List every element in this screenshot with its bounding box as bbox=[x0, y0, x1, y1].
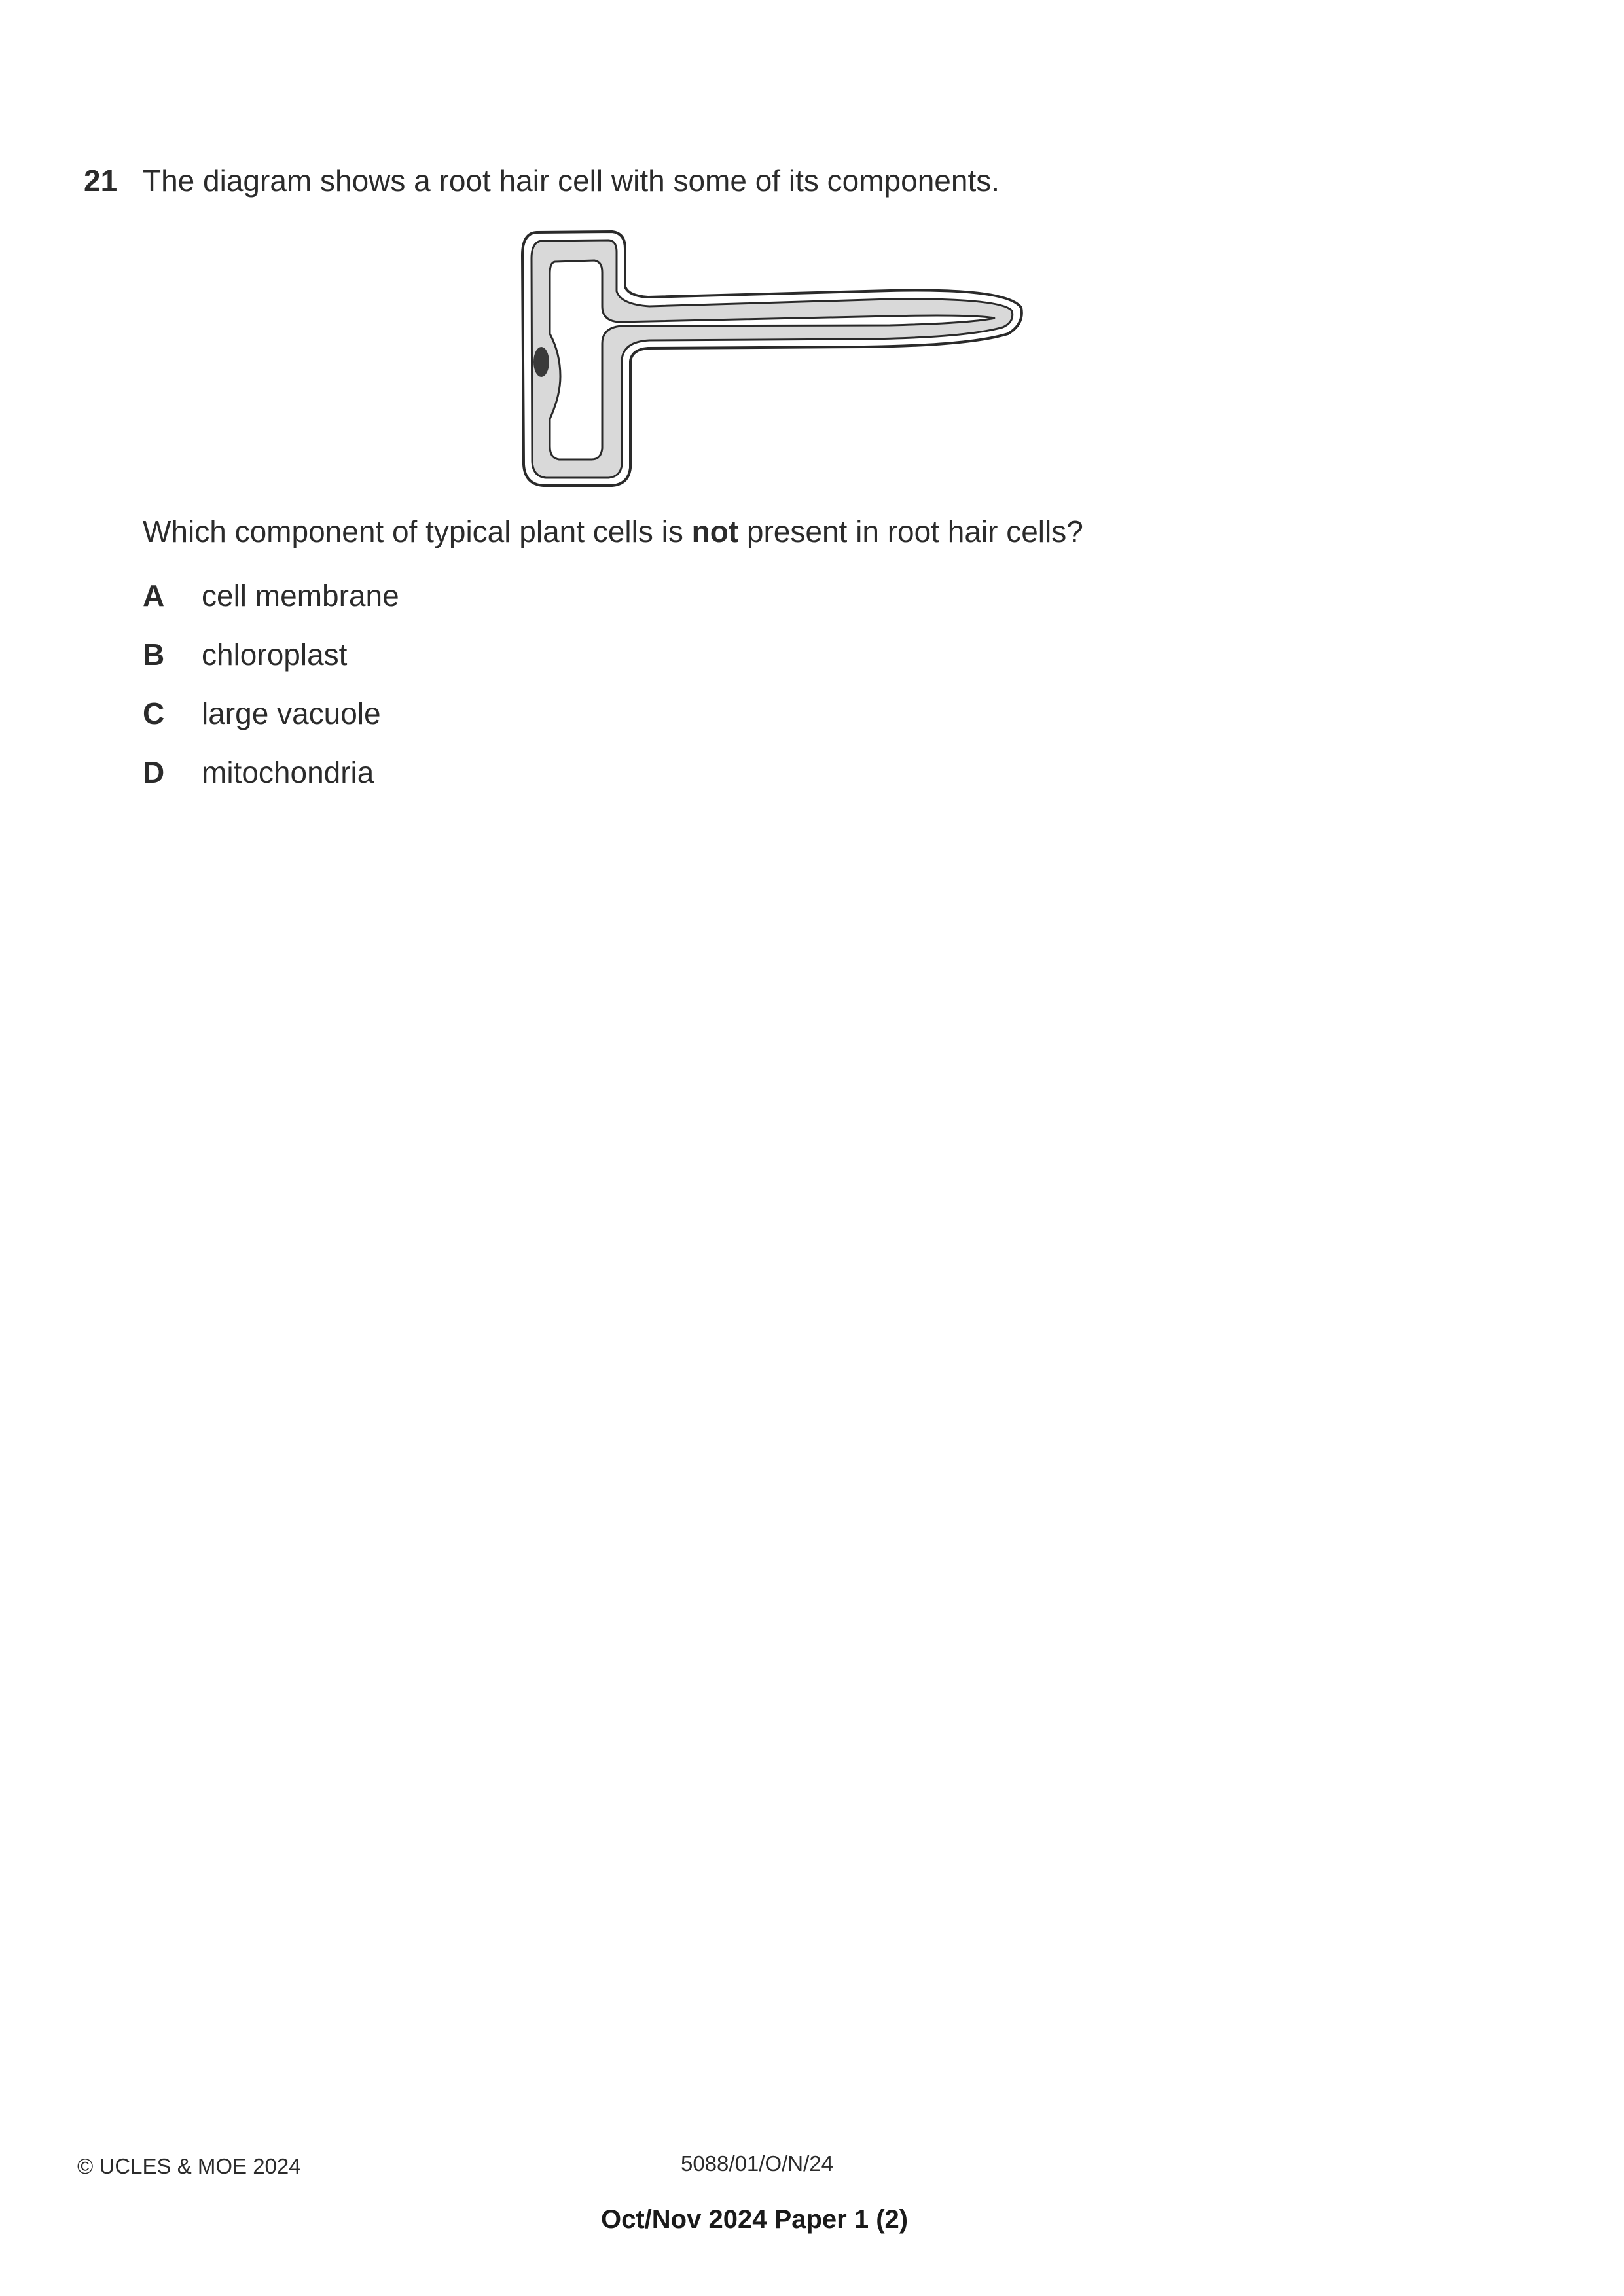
option-letter: D bbox=[143, 755, 165, 789]
option-text: large vacuole bbox=[202, 696, 381, 730]
root-hair-cell-diagram bbox=[497, 223, 1034, 491]
question-prompt bbox=[143, 512, 1083, 551]
footer-paper-code: 5088/01/O/N/24 bbox=[681, 2151, 833, 2176]
option-c[interactable] bbox=[143, 694, 381, 733]
option-letter: A bbox=[143, 579, 165, 613]
prompt-text-before: Which component of typical plant cells is bbox=[143, 514, 692, 548]
option-letter: C bbox=[143, 696, 165, 730]
question-number: 21 bbox=[84, 164, 118, 198]
footer-copyright: © UCLES & MOE 2024 bbox=[77, 2154, 301, 2178]
prompt-emphasis: not bbox=[691, 514, 739, 548]
option-text: chloroplast bbox=[202, 637, 348, 672]
nucleus bbox=[533, 347, 549, 377]
option-d[interactable] bbox=[143, 753, 374, 792]
option-b[interactable] bbox=[143, 635, 347, 674]
prompt-text-after: present in root hair cells? bbox=[738, 514, 1083, 548]
option-letter: B bbox=[143, 637, 165, 672]
option-text: cell membrane bbox=[202, 579, 399, 613]
option-text: mitochondria bbox=[202, 755, 374, 789]
question-stem: The diagram shows a root hair cell with some of its components. bbox=[143, 164, 1000, 198]
option-a[interactable] bbox=[143, 576, 399, 615]
cytoplasm bbox=[532, 240, 1013, 478]
footer-paper-title: Oct/Nov 2024 Paper 1 (2) bbox=[601, 2205, 909, 2234]
